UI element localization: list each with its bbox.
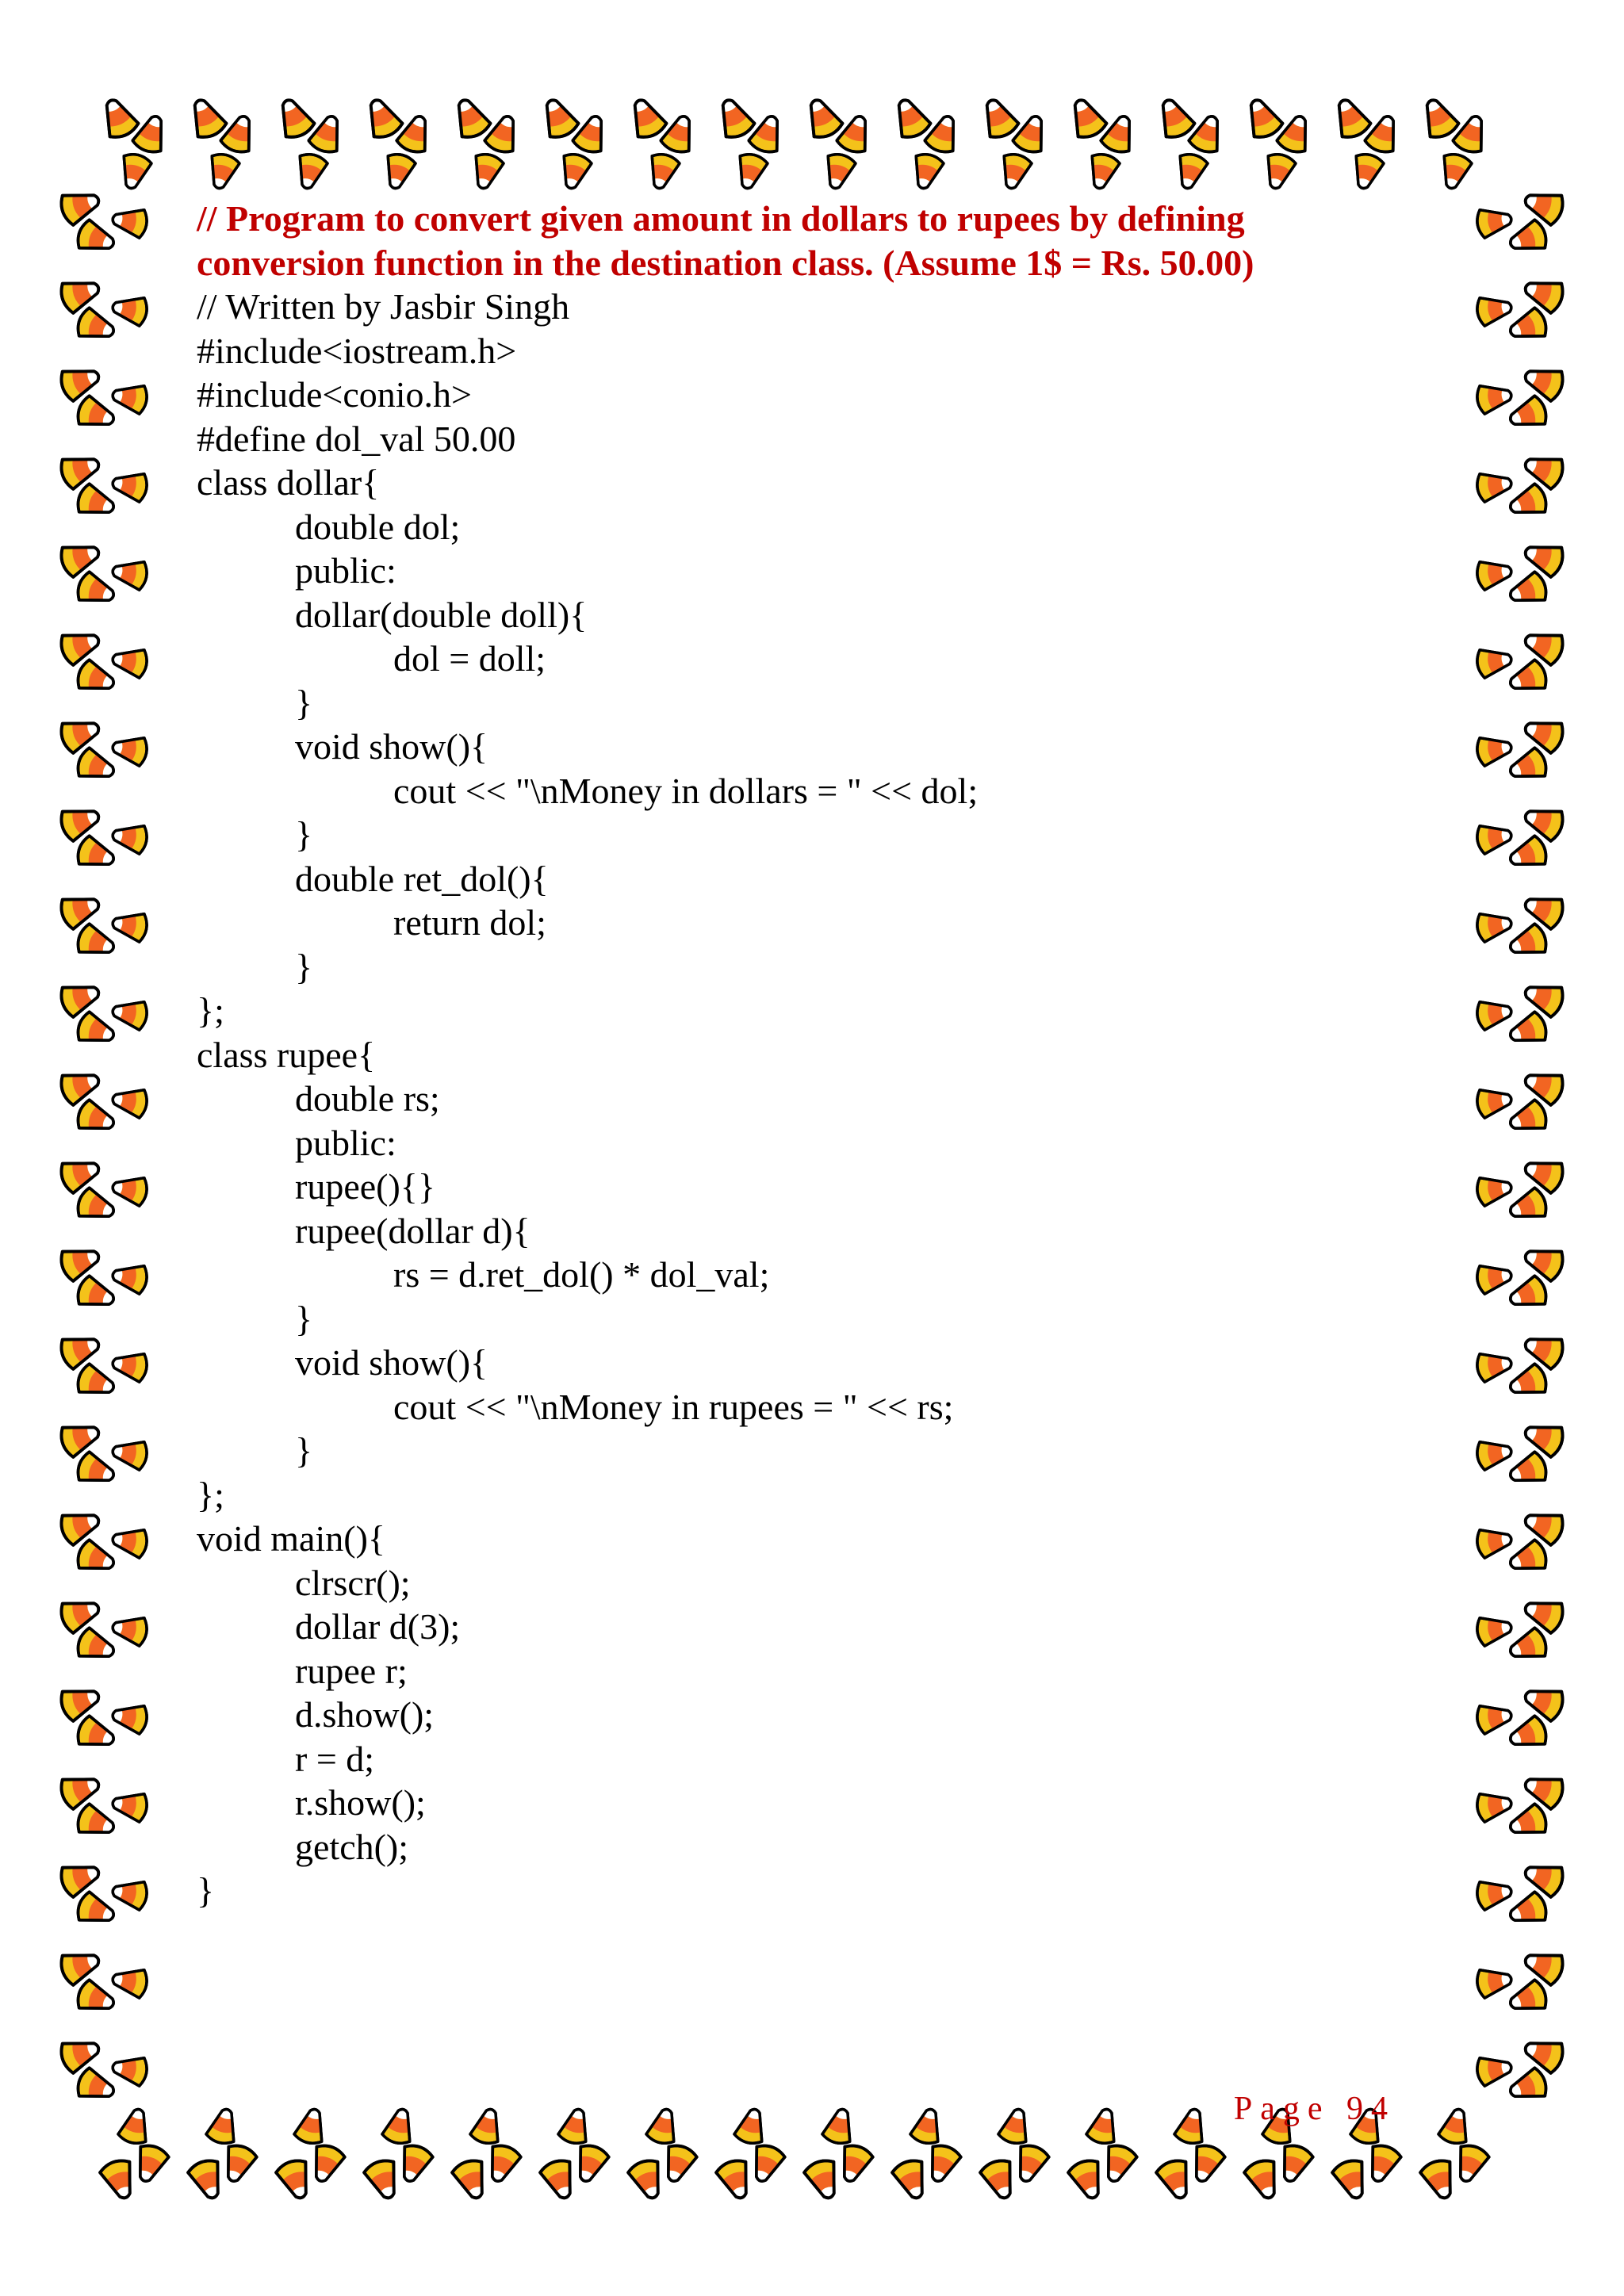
- candy-corn-icon: [1520, 273, 1566, 315]
- candy-corn-icon: [75, 306, 118, 346]
- candy-corn-icon: [75, 1714, 118, 1755]
- candy-corn-icon: [110, 1525, 149, 1559]
- candy-corn-icon: [219, 112, 259, 155]
- candy-corn-icon: [712, 94, 756, 142]
- candy-corn-icon: [834, 2142, 875, 2186]
- candy-corn-icon: [1506, 746, 1549, 786]
- candy-corn-icon: [714, 2157, 756, 2203]
- candy-corn-icon: [58, 449, 104, 491]
- code-line: double rs;: [295, 1078, 440, 1119]
- code-line: public:: [295, 1122, 396, 1163]
- candy-corn-icon: [1520, 1857, 1566, 1899]
- candy-corn-icon: [110, 469, 149, 503]
- candy-corn-icon: [98, 2157, 140, 2203]
- candy-corn-icon: [75, 1626, 118, 1667]
- candy-corn-icon: [110, 1173, 149, 1207]
- candy-corn-icon: [1506, 1802, 1549, 1843]
- candy-corn-icon: [58, 2033, 104, 2075]
- candy-corn-icon: [110, 1437, 149, 1471]
- candy-corn-icon: [1520, 889, 1566, 931]
- code-line: return dol;: [393, 902, 546, 943]
- candy-corn-icon: [1520, 1681, 1566, 1723]
- code-line: public:: [295, 550, 396, 591]
- candy-corn-icon: [1506, 1098, 1549, 1138]
- candy-corn-icon: [395, 112, 435, 155]
- candy-corn-icon: [1520, 1241, 1566, 1283]
- candy-corn-icon: [218, 2142, 259, 2186]
- candy-corn-icon: [1240, 94, 1285, 142]
- candy-corn-icon: [110, 909, 149, 943]
- candy-corn-icon: [58, 185, 104, 227]
- candy-corn-icon: [1475, 2053, 1514, 2087]
- candy-corn-icon: [1506, 570, 1549, 610]
- program-title-line-2: conversion function in the destination class. (Assume 1$ = Rs. 50.00): [197, 242, 1254, 283]
- candy-corn-icon: [110, 1261, 149, 1295]
- code-line: }: [197, 1870, 215, 1911]
- candy-corn-icon: [1506, 1626, 1549, 1667]
- candy-corn-icon: [821, 2106, 857, 2146]
- candy-corn-icon: [75, 922, 118, 962]
- candy-corn-icon: [1520, 713, 1566, 755]
- candy-corn-icon: [1331, 2157, 1373, 2203]
- candy-corn-icon: [307, 112, 347, 155]
- candy-corn-icon: [1243, 2157, 1285, 2203]
- candy-corn-icon: [58, 1857, 104, 1899]
- candy-corn-icon: [58, 625, 104, 667]
- candy-corn-icon: [96, 94, 140, 142]
- candy-corn-icon: [1520, 185, 1566, 227]
- candy-corn-icon: [469, 151, 505, 192]
- candy-corn-icon: [1506, 482, 1549, 522]
- candy-corn-icon: [624, 94, 668, 142]
- candy-corn-icon: [1475, 1965, 1514, 1999]
- candy-corn-icon: [75, 1362, 118, 1402]
- candy-corn-icon: [1475, 1173, 1514, 1207]
- candy-corn-icon: [997, 2106, 1033, 2146]
- candy-corn-icon: [117, 151, 153, 192]
- code-line: dol = doll;: [393, 638, 546, 679]
- code-line: }: [295, 946, 313, 987]
- code-line: class rupee{: [197, 1034, 376, 1075]
- candy-corn-icon: [58, 977, 104, 1019]
- candy-corn-icon: [626, 2157, 668, 2203]
- code-listing: [197, 285, 1450, 1913]
- candy-corn-icon: [1011, 112, 1051, 155]
- candy-corn-icon: [659, 112, 699, 155]
- code-line: }: [295, 1430, 313, 1471]
- code-line: };: [197, 990, 224, 1031]
- candy-corn-icon: [536, 94, 580, 142]
- candy-corn-icon: [381, 2106, 417, 2146]
- candy-corn-icon: [110, 1789, 149, 1823]
- candy-corn-icon: [110, 2053, 149, 2087]
- code-line: dollar d(3);: [295, 1606, 461, 1647]
- code-line: void show(){: [295, 726, 488, 767]
- candy-corn-icon: [186, 2157, 228, 2203]
- code-line: rupee(dollar d){: [295, 1210, 530, 1251]
- candy-corn-icon: [1437, 151, 1473, 192]
- candy-corn-icon: [1475, 1525, 1514, 1559]
- candy-corn-icon: [1520, 537, 1566, 579]
- candy-corn-icon: [75, 834, 118, 874]
- candy-corn-icon: [1506, 394, 1549, 434]
- candy-corn-icon: [1064, 94, 1109, 142]
- candy-corn-icon: [1506, 1450, 1549, 1490]
- candy-corn-icon: [1506, 306, 1549, 346]
- code-line: rupee r;: [295, 1650, 408, 1691]
- candy-corn-icon: [1506, 2066, 1549, 2107]
- code-line: #include<conio.h>: [197, 374, 472, 415]
- code-line: rupee(){}: [295, 1166, 435, 1207]
- candy-corn-icon: [205, 2106, 241, 2146]
- candy-corn-icon: [110, 1877, 149, 1911]
- candy-corn-icon: [58, 1241, 104, 1283]
- candy-corn-icon: [557, 151, 593, 192]
- candy-corn-icon: [1506, 922, 1549, 962]
- candy-corn-icon: [75, 570, 118, 610]
- candy-corn-icon: [1506, 218, 1549, 258]
- candy-corn-icon: [75, 1538, 118, 1578]
- candy-corn-icon: [1475, 909, 1514, 943]
- candy-corn-icon: [1506, 1890, 1549, 1931]
- candy-corn-icon: [110, 293, 149, 327]
- candy-corn-icon: [1451, 112, 1492, 155]
- candy-corn-icon: [538, 2157, 580, 2203]
- candy-corn-icon: [58, 1153, 104, 1195]
- candy-corn-icon: [482, 2142, 523, 2186]
- candy-corn-icon: [570, 2142, 611, 2186]
- candy-corn-icon: [75, 218, 118, 258]
- candy-corn-icon: [645, 2106, 681, 2146]
- candy-corn-icon: [110, 1613, 149, 1647]
- candy-corn-icon: [1187, 112, 1228, 155]
- code-line: getch();: [295, 1826, 409, 1867]
- candy-corn-icon: [1099, 112, 1139, 155]
- candy-corn-icon: [1520, 1153, 1566, 1195]
- candy-corn-icon: [450, 2157, 492, 2203]
- code-line: cout << "\nMoney in rupees = " << rs;: [393, 1386, 954, 1427]
- candy-corn-icon: [110, 381, 149, 415]
- candy-corn-icon: [110, 205, 149, 239]
- candy-corn-icon: [1506, 1010, 1549, 1050]
- candy-corn-icon: [58, 1505, 104, 1547]
- candy-corn-icon: [58, 273, 104, 315]
- code-line: rs = d.ret_dol() * dol_val;: [393, 1254, 770, 1295]
- candy-corn-icon: [891, 2157, 933, 2203]
- candy-corn-icon: [1475, 1701, 1514, 1735]
- candy-corn-icon: [1475, 205, 1514, 239]
- candy-corn-icon: [1419, 2157, 1461, 2203]
- candy-corn-icon: [979, 2157, 1021, 2203]
- candy-corn-icon: [645, 151, 681, 192]
- candy-corn-icon: [1520, 2033, 1566, 2075]
- page-number: Page 94: [1233, 2091, 1396, 2127]
- code-line: }: [295, 814, 313, 855]
- candy-corn-icon: [1506, 1714, 1549, 1755]
- candy-corn-icon: [1520, 449, 1566, 491]
- candy-corn-icon: [58, 713, 104, 755]
- candy-corn-icon: [1328, 94, 1373, 142]
- candy-corn-icon: [1520, 1065, 1566, 1107]
- candy-corn-icon: [130, 2142, 170, 2186]
- candy-corn-icon: [1475, 733, 1514, 767]
- candy-corn-icon: [1520, 625, 1566, 667]
- candy-corn-icon: [1416, 94, 1461, 142]
- candy-corn-icon: [75, 1978, 118, 2019]
- candy-corn-icon: [75, 2066, 118, 2107]
- candy-corn-icon: [184, 94, 228, 142]
- candy-corn-icon: [821, 151, 857, 192]
- candy-corn-icon: [1520, 977, 1566, 1019]
- candy-corn-icon: [469, 2106, 505, 2146]
- code-line: };: [197, 1474, 224, 1515]
- code-line: void main(){: [197, 1518, 385, 1559]
- candy-corn-icon: [1363, 112, 1404, 155]
- candy-corn-icon: [1010, 2142, 1051, 2186]
- code-line: #include<iostream.h>: [197, 330, 517, 371]
- candy-corn-icon: [1349, 151, 1385, 192]
- code-line: r = d;: [295, 1738, 375, 1779]
- candy-corn-icon: [802, 2157, 845, 2203]
- candy-corn-icon: [306, 2142, 347, 2186]
- candy-corn-icon: [1520, 1417, 1566, 1459]
- candy-corn-icon: [571, 112, 611, 155]
- candy-corn-icon: [1475, 1349, 1514, 1383]
- candy-corn-icon: [1475, 1789, 1514, 1823]
- code-line: #define dol_val 50.00: [197, 418, 516, 459]
- candy-corn-icon: [58, 1945, 104, 1987]
- candy-corn-icon: [58, 1417, 104, 1459]
- code-line: r.show();: [295, 1782, 426, 1823]
- code-line: d.show();: [295, 1694, 435, 1735]
- candy-corn-icon: [110, 1701, 149, 1735]
- candy-corn-icon: [362, 2157, 404, 2203]
- candy-corn-icon: [117, 2106, 153, 2146]
- candy-corn-icon: [658, 2142, 699, 2186]
- candy-corn-icon: [1506, 1362, 1549, 1402]
- candy-corn-icon: [1520, 1593, 1566, 1635]
- candy-corn-icon: [110, 645, 149, 679]
- candy-corn-icon: [58, 1593, 104, 1635]
- candy-corn-icon: [976, 94, 1021, 142]
- candy-corn-icon: [1067, 2157, 1109, 2203]
- candy-corn-icon: [1475, 381, 1514, 415]
- candy-corn-icon: [58, 1329, 104, 1371]
- candy-corn-icon: [58, 1065, 104, 1107]
- candy-corn-icon: [1475, 645, 1514, 679]
- candy-corn-icon: [110, 1965, 149, 1999]
- candy-corn-icon: [110, 557, 149, 591]
- candy-corn-icon: [746, 2142, 787, 2186]
- candy-corn-icon: [75, 1274, 118, 1314]
- candy-corn-icon: [1274, 2142, 1315, 2186]
- candy-corn-icon: [733, 2106, 769, 2146]
- candy-corn-icon: [1475, 821, 1514, 855]
- candy-corn-icon: [58, 1769, 104, 1811]
- candy-corn-icon: [1261, 151, 1297, 192]
- candy-corn-icon: [381, 151, 417, 192]
- candy-corn-icon: [1437, 2106, 1473, 2146]
- candy-corn-icon: [1475, 1613, 1514, 1647]
- candy-corn-icon: [58, 1681, 104, 1723]
- candy-corn-icon: [800, 94, 845, 142]
- candy-corn-icon: [272, 94, 316, 142]
- candy-corn-icon: [110, 821, 149, 855]
- candy-corn-icon: [293, 2106, 329, 2146]
- candy-corn-icon: [557, 2106, 593, 2146]
- candy-corn-icon: [747, 112, 787, 155]
- candy-corn-icon: [1085, 151, 1121, 192]
- candy-corn-icon: [360, 94, 404, 142]
- candy-corn-icon: [997, 151, 1033, 192]
- candy-corn-icon: [58, 801, 104, 843]
- candy-corn-icon: [131, 112, 171, 155]
- candy-corn-icon: [1085, 2106, 1121, 2146]
- candy-corn-icon: [58, 361, 104, 403]
- program-title-line-1: // Program to convert given amount in dollars to rupees by defining: [197, 198, 1245, 239]
- candy-corn-icon: [75, 1098, 118, 1138]
- candy-corn-icon: [75, 394, 118, 434]
- candy-corn-icon: [1520, 801, 1566, 843]
- document-page: [197, 197, 1450, 1913]
- code-line: class dollar{: [197, 462, 380, 503]
- candy-corn-icon: [448, 94, 492, 142]
- candy-corn-icon: [1475, 1437, 1514, 1471]
- candy-corn-icon: [1506, 658, 1549, 698]
- candy-corn-icon: [909, 2106, 945, 2146]
- code-line: double ret_dol(){: [295, 858, 549, 899]
- code-line: clrscr();: [295, 1562, 411, 1603]
- candy-corn-icon: [1520, 1505, 1566, 1547]
- candy-corn-icon: [1475, 1261, 1514, 1295]
- candy-corn-icon: [75, 746, 118, 786]
- candy-corn-icon: [733, 151, 769, 192]
- candy-corn-icon: [75, 482, 118, 522]
- candy-corn-icon: [75, 1010, 118, 1050]
- candy-corn-icon: [205, 151, 241, 192]
- code-line: }: [295, 682, 313, 723]
- candy-corn-icon: [1152, 94, 1197, 142]
- candy-corn-icon: [1506, 1538, 1549, 1578]
- candy-corn-icon: [75, 1890, 118, 1931]
- candy-corn-icon: [58, 537, 104, 579]
- code-line: double dol;: [295, 506, 461, 547]
- candy-corn-icon: [58, 889, 104, 931]
- candy-corn-icon: [1475, 1085, 1514, 1119]
- candy-corn-icon: [1098, 2142, 1139, 2186]
- candy-corn-icon: [293, 151, 329, 192]
- candy-corn-icon: [1450, 2142, 1491, 2186]
- candy-corn-icon: [75, 1186, 118, 1226]
- candy-corn-icon: [1173, 151, 1209, 192]
- candy-corn-icon: [923, 112, 963, 155]
- candy-corn-icon: [909, 151, 945, 192]
- candy-corn-icon: [1475, 293, 1514, 327]
- candy-corn-icon: [1475, 997, 1514, 1031]
- candy-corn-icon: [1520, 1329, 1566, 1371]
- candy-corn-icon: [110, 1349, 149, 1383]
- code-line: // Written by Jasbir Singh: [197, 286, 570, 327]
- candy-corn-icon: [75, 658, 118, 698]
- candy-corn-icon: [1506, 1978, 1549, 2019]
- candy-corn-icon: [1186, 2142, 1227, 2186]
- candy-corn-icon: [1506, 1186, 1549, 1226]
- candy-corn-icon: [274, 2157, 316, 2203]
- candy-corn-icon: [483, 112, 523, 155]
- candy-corn-icon: [1275, 112, 1316, 155]
- candy-corn-icon: [1362, 2142, 1403, 2186]
- code-line: dollar(double doll){: [295, 594, 588, 635]
- candy-corn-icon: [110, 1085, 149, 1119]
- candy-corn-icon: [1506, 1274, 1549, 1314]
- candy-corn-icon: [1475, 1877, 1514, 1911]
- candy-corn-icon: [1520, 1945, 1566, 1987]
- code-line: cout << "\nMoney in dollars = " << dol;: [393, 770, 979, 811]
- candy-corn-icon: [394, 2142, 435, 2186]
- candy-corn-icon: [1475, 469, 1514, 503]
- candy-corn-icon: [835, 112, 875, 155]
- candy-corn-icon: [888, 94, 933, 142]
- candy-corn-icon: [1520, 361, 1566, 403]
- candy-corn-icon: [922, 2142, 963, 2186]
- candy-corn-icon: [1173, 2106, 1209, 2146]
- code-line: }: [295, 1298, 313, 1339]
- candy-corn-icon: [110, 733, 149, 767]
- candy-corn-icon: [1475, 557, 1514, 591]
- code-line: void show(){: [295, 1342, 488, 1383]
- candy-corn-icon: [1155, 2157, 1197, 2203]
- candy-corn-icon: [1506, 834, 1549, 874]
- candy-corn-icon: [110, 997, 149, 1031]
- candy-corn-icon: [1520, 1769, 1566, 1811]
- candy-corn-icon: [75, 1450, 118, 1490]
- candy-corn-icon: [75, 1802, 118, 1843]
